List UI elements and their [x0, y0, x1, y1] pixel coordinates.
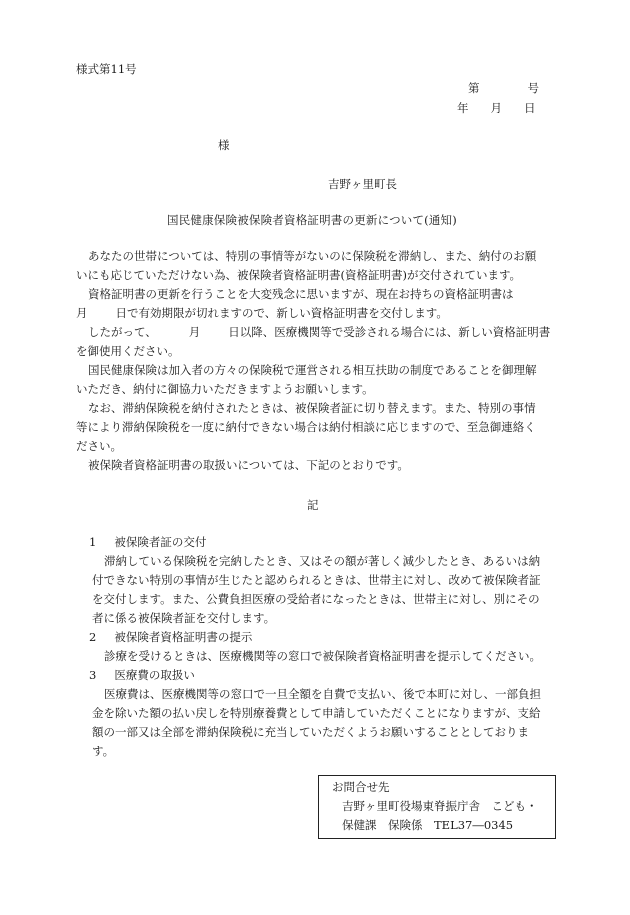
item-heading: 被保険者資格証明書の提示 [114, 630, 253, 644]
form-number: 様式第11号 [76, 62, 137, 76]
addressee-suffix: 様 [218, 138, 230, 152]
item-line: す。 [92, 744, 115, 758]
item-1-heading [89, 533, 206, 552]
document-title: 国民健康保険被保険者資格証明書の更新について(通知) [167, 213, 457, 227]
paragraph-text: 日以降、医療機関等で受診される場合には、新しい資格証明書 [228, 325, 551, 339]
date-day-label: 日 [524, 101, 536, 115]
item-number: 1 [89, 535, 97, 549]
item-line: 医療費は、医療機関等の窓口で一旦全額を自費で支払い、後で本町に対し、一部負担 [104, 687, 541, 701]
paragraph-line: 国民健康保険は加入者の方々の保険税で運営される相互扶助の制度であることを御理解 [88, 363, 537, 377]
date-year-label: 年 [457, 101, 469, 115]
contact-section-phone: 保健課 保険係 TEL37―0345 [342, 818, 514, 832]
document-number-suffix: 号 [527, 81, 539, 95]
item-line: 診療を受けるときは、医療機関等の窓口で被保険者資格証明書を提示してください。 [104, 649, 541, 663]
paragraph-line: 資格証明書の更新を行うことを大変残念に思いますが、現在お持ちの資格証明書は [88, 287, 514, 301]
item-3-heading [89, 666, 195, 685]
start-month-label: 月 [188, 325, 201, 339]
paragraph-line: 被保険者資格証明書の取扱いについては、下記のとおりです。 [88, 458, 409, 472]
paragraph-line: なお、滞納保険税を納付されたときは、被保険者証に切り替えます。また、特別の事情 [88, 401, 536, 415]
expiry-month-label: 月 [76, 306, 88, 320]
contact-box [318, 775, 556, 839]
item-line: 付できない特別の事情が生じたと認められるときは、世帯主に対し、改めて被保険者証 [92, 573, 541, 587]
document-number [468, 79, 539, 98]
paragraph-line [76, 304, 448, 323]
item-line: 金を除いた額の払い戻しを特別療養費として申請していただくことになりますが、支給 [92, 706, 541, 720]
paragraph-text: 日で有効期限が切れますので、新しい資格証明書を交付します。 [115, 306, 448, 320]
paragraph-line [88, 323, 550, 342]
sender: 吉野ヶ里町長 [328, 177, 397, 191]
paragraph-line: いにも応じていただけない為、被保険者資格証明書(資格証明書)が交付されています。 [76, 268, 522, 282]
item-line: を交付します。また、公費負担医療の受給者になったときは、世帯主に対し、別にその [92, 592, 540, 606]
paragraph-line: ださい。 [76, 439, 122, 453]
paragraph-line: 等により滞納保険税を一度に納付できない場合は納付相談に応じますので、至急御連絡く [76, 420, 536, 434]
item-line: 滞納している保険税を完納したとき、又はその額が著しく減少したとき、あるいは納 [104, 554, 541, 568]
paragraph-line: あなたの世帯については、特別の事情等がないのに保険税を滞納し、また、納付のお願 [88, 249, 537, 263]
item-line: 額の一部又は全部を滞納保険税に充当していただくようお願いすることとしておりま [92, 725, 529, 739]
item-heading: 医療費の取扱い [114, 668, 195, 682]
item-number: 2 [89, 630, 97, 644]
item-heading: 被保険者証の交付 [114, 535, 207, 549]
document-number-label: 第 [468, 81, 480, 95]
contact-label: お問合せ先 [332, 780, 390, 794]
date-month-label: 月 [490, 101, 502, 115]
contact-office: 吉野ヶ里町役場東脊振庁舎 こども・ [342, 799, 538, 813]
paragraph-text: したがって、 [88, 325, 157, 339]
ki-heading: 記 [307, 498, 319, 512]
item-2-heading [89, 628, 252, 647]
paragraph-line: いただき、納付に御協力いただきますようお願いします。 [76, 382, 374, 396]
item-number: 3 [89, 668, 97, 682]
issue-date [457, 99, 536, 118]
item-line: 者に係る被保険者証を交付します。 [92, 611, 276, 625]
paragraph-line: を御使用ください。 [76, 344, 180, 358]
